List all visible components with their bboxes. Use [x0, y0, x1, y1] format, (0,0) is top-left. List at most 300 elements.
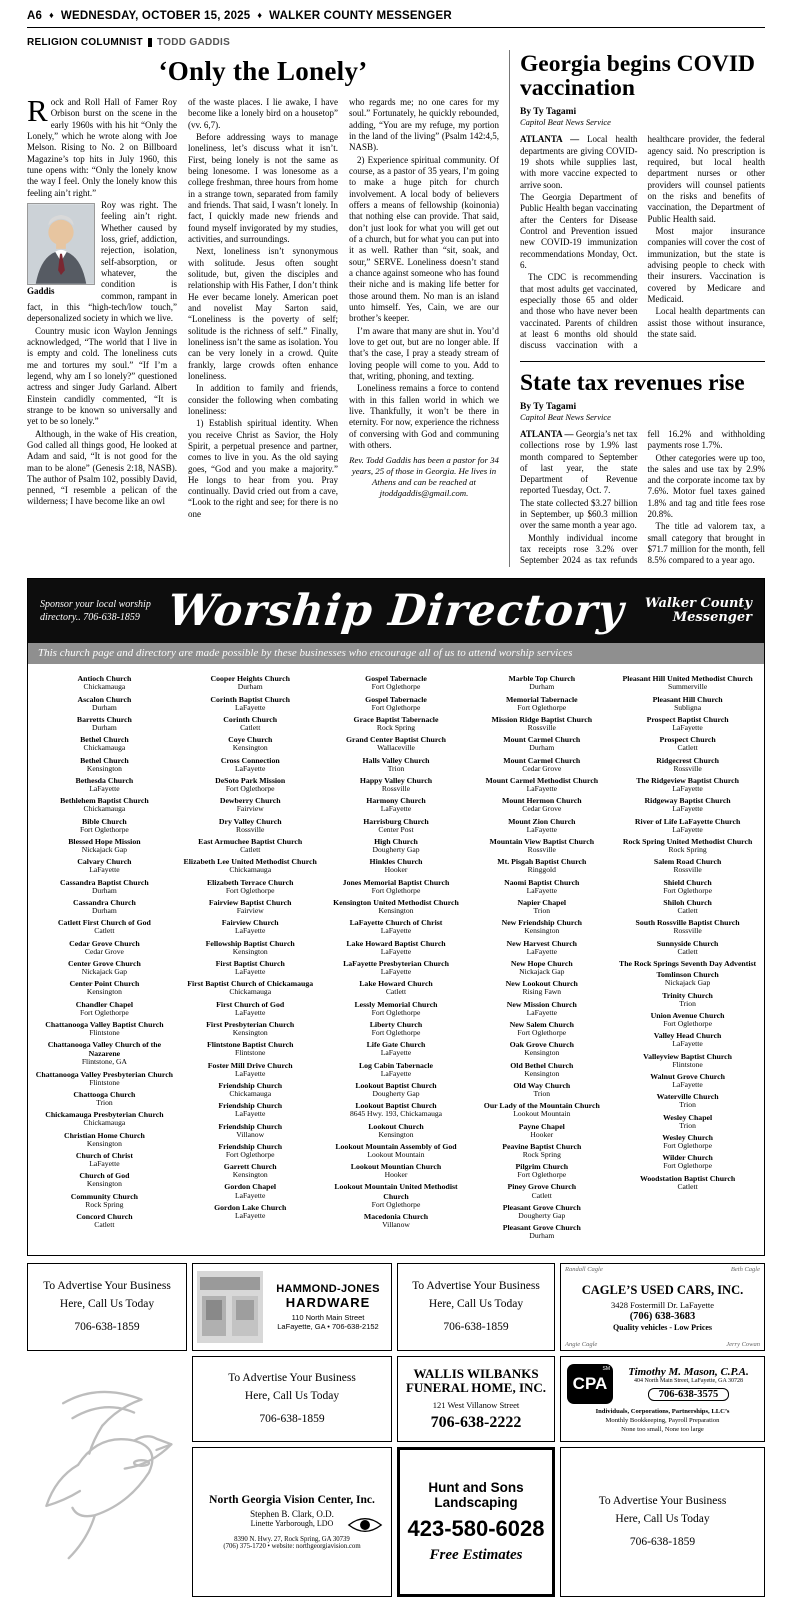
church-column-4 — [471, 674, 612, 1243]
story-headline: Georgia begins COVID vaccination — [520, 51, 755, 102]
church-entry — [471, 1000, 612, 1018]
church-name: Dry Valley Church — [218, 816, 282, 826]
church-name: Mission Ridge Baptist Church — [491, 714, 593, 724]
church-location: Subligna — [674, 702, 702, 712]
church-location: Fort Oglethorpe — [517, 1027, 567, 1037]
church-location: Cedar Grove — [84, 946, 124, 956]
cagle-signature: Angie Cagle — [565, 1341, 598, 1349]
church-location: LaFayette — [526, 885, 557, 895]
church-location: LaFayette — [235, 1109, 266, 1119]
advertise-line1: To Advertise Your Business — [228, 1371, 356, 1384]
church-location: Fort Oglethorpe — [80, 1007, 129, 1017]
church-entry — [617, 1153, 758, 1171]
church-entry — [326, 1000, 467, 1018]
church-location: Flintstone, GA — [81, 1057, 127, 1067]
church-location: Nickajack Gap — [81, 844, 128, 854]
church-location: Summerville — [667, 682, 708, 692]
church-entry — [326, 796, 467, 814]
church-location: Chickamauga — [83, 743, 126, 753]
church-entry — [180, 1182, 321, 1200]
church-name: High Church — [374, 836, 418, 846]
church-name: Chickamauga Presbyterian Church — [45, 1110, 164, 1120]
church-location: Durham — [529, 682, 555, 692]
covid-story — [520, 52, 765, 352]
church-name: Lookout Church — [368, 1121, 424, 1131]
church-entry — [326, 878, 467, 896]
church-entry — [34, 1131, 175, 1149]
paragraph: Monthly individual income tax receipts rose 3.2% over September 2024 as tax refunds fell 16.2% and withholding payments rose 1.7%. — [520, 428, 765, 566]
church-location: LaFayette — [380, 946, 412, 956]
church-location: Fort Oglethorpe — [517, 1170, 567, 1180]
church-entry — [180, 1040, 321, 1058]
advertise-phone: 706-638-1859 — [629, 1536, 696, 1549]
hammond-jones-ad — [192, 1263, 392, 1351]
church-entry — [617, 1011, 758, 1029]
church-location: Fort Oglethorpe — [371, 702, 421, 712]
vision-center-ad — [192, 1447, 392, 1597]
paragraph: Rev. Todd Gaddis has been a pastor for 34 years, 25 of those in Georgia. He lives in Athens and can be reached at jtoddgaddis@gmail.com. — [349, 455, 499, 499]
church-location: Rossville — [381, 783, 411, 793]
religion-col-2 — [188, 97, 338, 521]
church-name: Bethel Church — [80, 755, 129, 765]
church-entry — [180, 959, 321, 977]
church-entry — [326, 979, 467, 997]
wallis-phone: 706-638-2222 — [430, 1414, 522, 1432]
church-entry — [34, 1020, 175, 1038]
byline: By Ty Tagami — [520, 107, 577, 118]
church-entry — [326, 939, 467, 957]
church-entry — [617, 1113, 758, 1131]
church-name: Shield Church — [663, 877, 712, 887]
dove-graphic-cell — [27, 1356, 187, 1597]
church-entry — [34, 735, 175, 753]
church-entry — [326, 1122, 467, 1140]
church-name: Chattanooga Valley Presbyterian Church — [35, 1069, 174, 1079]
church-entry — [617, 1092, 758, 1110]
church-entry — [326, 756, 467, 774]
church-location: Fairview — [236, 905, 264, 915]
church-entry — [617, 735, 758, 753]
church-entry — [34, 939, 175, 957]
dateline: ATLANTA — — [520, 428, 576, 439]
church-name: Gospel Tabernacle — [365, 694, 427, 704]
church-name: Ridgeway Baptist Church — [644, 796, 731, 806]
church-entry — [471, 776, 612, 794]
church-location: Center Post — [378, 824, 414, 834]
church-location: Dougherty Gap — [372, 844, 420, 854]
church-location: Rossville — [527, 844, 556, 854]
church-name: Union Avenue Church — [650, 1011, 725, 1021]
mason-phone: 706-638-3575 — [648, 1388, 730, 1401]
mason-cpa-ad — [560, 1356, 765, 1442]
church-location: Kensington — [86, 763, 122, 773]
mason-name: Timothy M. Mason, C.P.A. — [628, 1366, 749, 1379]
church-location: Catlett — [677, 905, 698, 915]
church-name: Christian Home Church — [63, 1130, 145, 1140]
church-name: Friendship Church — [218, 1101, 283, 1111]
church-entry — [617, 939, 758, 957]
church-entry — [617, 715, 758, 733]
church-name: Bethel Church — [80, 735, 129, 745]
church-entry — [617, 1031, 758, 1049]
church-name: Walnut Grove Church — [650, 1072, 725, 1082]
hunt-name: Hunt and Sons Landscaping — [428, 1480, 524, 1511]
church-name: DeSoto Park Mission — [215, 775, 286, 785]
church-name: Gospel Tabernacle — [365, 674, 427, 684]
church-location: Ringgold — [527, 865, 556, 875]
paragraph: The title ad valorem tax, a small category that brought in $71.7 million for the month, fell 8.5% compared to a year ago. — [647, 521, 765, 566]
church-location: LaFayette — [235, 1210, 266, 1220]
worship-directory — [27, 578, 765, 1256]
church-name: Fairview Baptist Church — [208, 897, 292, 907]
church-location: Trion — [679, 998, 696, 1008]
church-name: Sunnyside Church — [656, 938, 719, 948]
church-location: Kensington — [86, 987, 122, 997]
church-entry — [34, 674, 175, 692]
paragraph: Next, loneliness isn’t synonymous with solitude. Jesus often sought solitude, but, given the disciples and relationship with His Father, I don’t think He ever became lonely. American poet and novelist May Sarton said, “Loneliness is the poverty of self; solitude is the richness of self.” Finally, loneliness isn’t the same as isolation. You can be very lonely in a crowd. Quite frankly, large crowds often enhance loneliness. — [188, 246, 338, 381]
church-name: First Baptist Church of Chickamauga — [187, 979, 314, 989]
byline-credit: Capitol Beat News Service — [520, 117, 611, 128]
church-name: Old Way Church — [513, 1080, 571, 1090]
church-location: Nickajack Gap — [664, 978, 711, 988]
church-name: Ridgecrest Church — [656, 755, 719, 765]
church-entry — [34, 1000, 175, 1018]
church-location: Catlett — [677, 743, 698, 753]
church-location: Rossville — [673, 926, 702, 936]
church-entry — [326, 1182, 467, 1209]
church-entry — [180, 1101, 321, 1119]
church-entry — [34, 918, 175, 936]
church-name: New Lookout Church — [505, 979, 578, 989]
advertise-line1: To Advertise Your Business — [43, 1279, 171, 1292]
church-name: Cedar Grove Church — [69, 938, 140, 948]
church-location: Villanow — [236, 1129, 265, 1139]
church-name: Waterville Church — [656, 1092, 719, 1102]
church-location: Fort Oglethorpe — [225, 783, 275, 793]
paragraph: The Georgia Department of Public Health began vaccinating after the Centers for Disease Control and Prevention issued new COVID-19 immunization recommendations Monday, Oct. 6. — [520, 192, 638, 271]
church-entry — [34, 959, 175, 977]
church-location: LaFayette — [526, 783, 557, 793]
church-location: LaFayette — [672, 783, 703, 793]
church-name: Elizabeth Terrace Church — [206, 877, 294, 887]
church-entry — [180, 898, 321, 916]
church-location: LaFayette — [380, 926, 412, 936]
church-entry — [180, 939, 321, 957]
article-columns — [27, 93, 499, 521]
advertise-phone: 706-638-1859 — [443, 1321, 509, 1334]
church-entry — [180, 715, 321, 733]
church-location: Kensington — [524, 1068, 560, 1078]
church-name: Ascalon Church — [77, 694, 132, 704]
cpa-logo-text: CPA — [572, 1374, 608, 1394]
church-location: LaFayette — [235, 1190, 266, 1200]
church-entry — [471, 1061, 612, 1079]
church-name: LaFayette Church of Christ — [349, 918, 443, 928]
church-entry — [180, 674, 321, 692]
church-name: Chandler Chapel — [75, 999, 134, 1009]
church-entry — [180, 1203, 321, 1221]
church-entry — [471, 1182, 612, 1200]
paragraph: I’m aware that many are shut in. You’d love to get out, but are no longer able. If that’s the case, I pray a steady stream of loving people will come to you. Add to that, writing, phoning, and texting. — [349, 325, 499, 381]
church-entry — [617, 776, 758, 794]
advertise-here-box — [192, 1356, 392, 1442]
church-location: Hooker — [384, 1170, 408, 1180]
church-name: Cassandra Baptist Church — [60, 877, 149, 887]
church-entry — [326, 837, 467, 855]
church-location: Kensington — [378, 1129, 414, 1139]
church-entry — [471, 918, 612, 936]
church-name: Life Gate Church — [366, 1040, 426, 1050]
church-name: Halls Valley Church — [362, 755, 430, 765]
church-name: Liberty Church — [369, 1019, 423, 1029]
church-location: Kensington — [378, 905, 414, 915]
church-entry — [471, 1020, 612, 1038]
church-name: River of Life LaFayette Church — [634, 816, 741, 826]
church-name: Shiloh Church — [663, 897, 712, 907]
church-entry — [471, 735, 612, 753]
church-entry — [34, 776, 175, 794]
church-name: Pleasant Hill United Methodist Church — [622, 674, 753, 684]
church-entry — [471, 1203, 612, 1221]
church-location: Chickamauga — [83, 1118, 126, 1128]
church-name: Kensington United Methodist Church — [333, 897, 459, 907]
church-location: Trion — [533, 1088, 551, 1098]
church-entry — [326, 857, 467, 875]
church-entry — [34, 1110, 175, 1128]
church-location: LaFayette — [526, 824, 557, 834]
church-entry — [326, 1081, 467, 1099]
cpa-logo-sm: SM — [602, 1366, 610, 1373]
byline: By Ty Tagami — [520, 401, 577, 412]
church-name: Woodstation Baptist Church — [639, 1173, 736, 1183]
church-entry — [326, 1101, 467, 1119]
byline-credit: Capitol Beat News Service — [520, 411, 611, 422]
church-location: Cedar Grove — [522, 763, 562, 773]
church-name: Our Lady of the Mountain Church — [483, 1101, 600, 1111]
church-entry — [34, 857, 175, 875]
church-name: Fairview Church — [221, 918, 279, 928]
church-name: First Baptist Church — [215, 958, 285, 968]
church-entry — [34, 796, 175, 814]
church-name: Mount Carmel Church — [503, 735, 581, 745]
church-location: Flintstone — [89, 1077, 120, 1087]
church-entry — [34, 1070, 175, 1088]
church-entry — [471, 898, 612, 916]
church-entry — [471, 1081, 612, 1099]
church-entry — [180, 817, 321, 835]
church-location: LaFayette — [89, 865, 120, 875]
church-entry — [617, 1052, 758, 1070]
church-name: Harrisburg Church — [363, 816, 429, 826]
kicker-author: TODD GADDIS — [156, 37, 231, 48]
church-entry — [34, 756, 175, 774]
church-name: Corinth Baptist Church — [210, 694, 290, 704]
story-body — [520, 134, 765, 351]
church-entry — [617, 695, 758, 713]
church-location: LaFayette — [89, 783, 120, 793]
church-entry — [617, 970, 758, 988]
church-location: Rossville — [673, 763, 702, 773]
church-name: Old Bethel Church — [510, 1060, 574, 1070]
church-name: Center Grove Church — [68, 958, 141, 968]
church-entry — [180, 1142, 321, 1160]
eye-icon — [347, 1514, 383, 1536]
church-entry — [180, 776, 321, 794]
church-location: Cedar Grove — [522, 804, 562, 814]
worship-banner — [28, 579, 764, 643]
church-entry — [326, 817, 467, 835]
church-listings — [28, 664, 764, 1255]
church-name: Corinth Church — [223, 714, 278, 724]
church-location: Durham — [91, 722, 117, 732]
church-name: Concord Church — [76, 1211, 133, 1221]
dove-icon — [37, 1372, 177, 1582]
church-location: Chickamauga — [83, 804, 126, 814]
church-entry — [471, 756, 612, 774]
col1-paragraphs — [27, 200, 177, 508]
col3-paragraphs — [349, 97, 499, 499]
church-name: Bethlehem Baptist Church — [60, 796, 149, 806]
church-location: Fairview — [236, 804, 264, 814]
church-name: Piney Grove Church — [507, 1182, 577, 1192]
church-entry — [180, 878, 321, 896]
page-number: A6 — [27, 10, 43, 22]
church-name: Rock Spring United Methodist Church — [622, 836, 753, 846]
church-location: LaFayette — [526, 1007, 557, 1017]
church-location: Kensington — [232, 1170, 268, 1180]
church-name: New Harvest Church — [506, 938, 578, 948]
church-entry — [326, 959, 467, 977]
church-name: Calvary Church — [77, 857, 132, 867]
advertise-phone: 706-638-1859 — [74, 1321, 140, 1334]
church-location: Durham — [529, 1231, 555, 1241]
church-entry — [180, 796, 321, 814]
church-name: Jones Memorial Baptist Church — [342, 877, 450, 887]
church-entry — [326, 1212, 467, 1230]
church-location: Fort Oglethorpe — [663, 1141, 712, 1151]
article-headline: ‘Only the Lonely’ — [158, 56, 368, 86]
church-name: Mount Hermon Church — [502, 796, 582, 806]
story-headline: State tax revenues rise — [520, 369, 745, 396]
cagle-address: 3428 Fostermill Dr. LaFayette — [611, 1299, 714, 1310]
church-location: Rock Spring — [85, 1199, 124, 1209]
church-name: Bible Church — [82, 816, 127, 826]
church-location: Fort Oglethorpe — [663, 1019, 712, 1029]
church-name: Pilgrim Church — [515, 1162, 569, 1172]
ads-grid — [27, 1263, 765, 1597]
church-entry — [180, 1162, 321, 1180]
church-name: Bethesda Church — [75, 775, 134, 785]
church-entry — [471, 1142, 612, 1160]
lead-paragraph — [520, 134, 638, 191]
church-entry — [326, 776, 467, 794]
church-entry — [34, 1040, 175, 1067]
church-location: Flintstone — [89, 1027, 120, 1037]
church-location: Dougherty Gap — [518, 1210, 566, 1220]
religion-col-3 — [349, 97, 499, 521]
wallis-name2: FUNERAL HOME, INC. — [405, 1380, 547, 1396]
church-column-2 — [180, 674, 321, 1243]
church-entry — [34, 1212, 175, 1230]
church-name: Log Cabin Tabernacle — [358, 1060, 434, 1070]
church-name: Cooper Heights Church — [210, 674, 290, 684]
church-name: LaFayette Presbyterian Church — [343, 958, 449, 968]
cagle-phone: (706) 638-3683 — [629, 1310, 696, 1322]
church-location: Durham — [91, 702, 117, 712]
advertise-line1: To Advertise Your Business — [598, 1494, 727, 1507]
top-section — [27, 50, 765, 567]
wallis-address: 121 West Villanow Street — [432, 1400, 520, 1411]
vision-phone: (706) 375-1720 • website: northgeorgiavision.com — [223, 1543, 361, 1551]
advertise-phone: 706-638-1859 — [259, 1413, 325, 1426]
church-name: The Ridgeview Baptist Church — [636, 775, 739, 785]
church-location: LaFayette — [89, 1158, 120, 1168]
church-location: LaFayette — [235, 926, 266, 936]
paragraph: The state collected $3.27 billion in September, up $60.3 million over the same month a year ago. — [520, 497, 638, 531]
church-name: Happy Valley Church — [359, 775, 433, 785]
church-name: Lookout Baptist Church — [355, 1080, 437, 1090]
church-entry — [471, 817, 612, 835]
church-location: Rossville — [236, 824, 265, 834]
church-location: LaFayette — [526, 946, 557, 956]
religion-col-1 — [27, 93, 177, 521]
lead-text: Georgia’s net tax collections rose by 1.9% last month compared to September of last year, the state Department of Revenue reported Tuesday, Oct. 7. — [520, 428, 638, 496]
columnist-photo — [27, 203, 95, 285]
church-name: Garrett Church — [223, 1162, 277, 1172]
church-location: Kensington — [524, 926, 560, 936]
advertise-line2: Here, Call Us Today — [59, 1297, 155, 1310]
church-entry — [180, 1020, 321, 1038]
church-entry — [617, 991, 758, 1009]
church-name: Harmony Church — [366, 796, 426, 806]
church-name: Gordon Lake Church — [214, 1202, 287, 1212]
tax-story — [520, 361, 765, 568]
church-location: Fort Oglethorpe — [517, 702, 567, 712]
church-location: Rossville — [527, 722, 556, 732]
church-location: LaFayette — [672, 722, 703, 732]
church-name: Church of God — [79, 1171, 130, 1181]
church-entry — [326, 715, 467, 733]
hammond-address: 110 North Main Street — [291, 1312, 365, 1322]
church-location: Fort Oglethorpe — [663, 885, 712, 895]
church-name: Pleasant Grove Church — [502, 1223, 581, 1233]
church-entry — [326, 918, 467, 936]
church-name: Payne Chapel — [518, 1121, 565, 1131]
church-name: Mount Zion Church — [508, 816, 576, 826]
religion-kicker — [27, 37, 765, 48]
church-name: Catlett First Church of God — [57, 918, 151, 928]
church-name: Pleasant Grove Church — [502, 1202, 581, 1212]
church-location: Catlett — [240, 844, 261, 854]
church-location: LaFayette — [380, 804, 412, 814]
church-column-3 — [326, 674, 467, 1243]
storefront-photo — [197, 1271, 263, 1343]
church-name: Friendship Church — [218, 1121, 283, 1131]
church-location: LaFayette — [380, 1048, 412, 1058]
paragraph: 2) Experience spiritual community. Of course, as a pastor of 35 years, I’m going to make a huge pitch for church involvement. A local body of believers offers a means of fellowship (koinonia) that nothing else can provide. That said, don’t just look for what you will get out of a church, but for what you can put into it as well. Rather than “sit, soak, and sour,” SERVE. Loneliness doesn’t stand a chance against someone who has found their niche and is making life better for those around them. No man is an island unto himself. Yes, Cain, we are our brother’s keeper. — [349, 154, 499, 324]
church-location: LaFayette — [235, 1007, 266, 1017]
church-entry — [471, 1162, 612, 1180]
church-name: Friendship Church — [218, 1080, 283, 1090]
hammond-name: HAMMOND-JONES — [276, 1282, 380, 1295]
church-entry — [34, 817, 175, 835]
church-entry — [471, 715, 612, 733]
church-name: Center Point Church — [69, 979, 140, 989]
church-location: LaFayette — [235, 966, 266, 976]
church-entry — [326, 1142, 467, 1160]
church-location: Trion — [387, 763, 405, 773]
advertise-here-box — [560, 1447, 765, 1597]
